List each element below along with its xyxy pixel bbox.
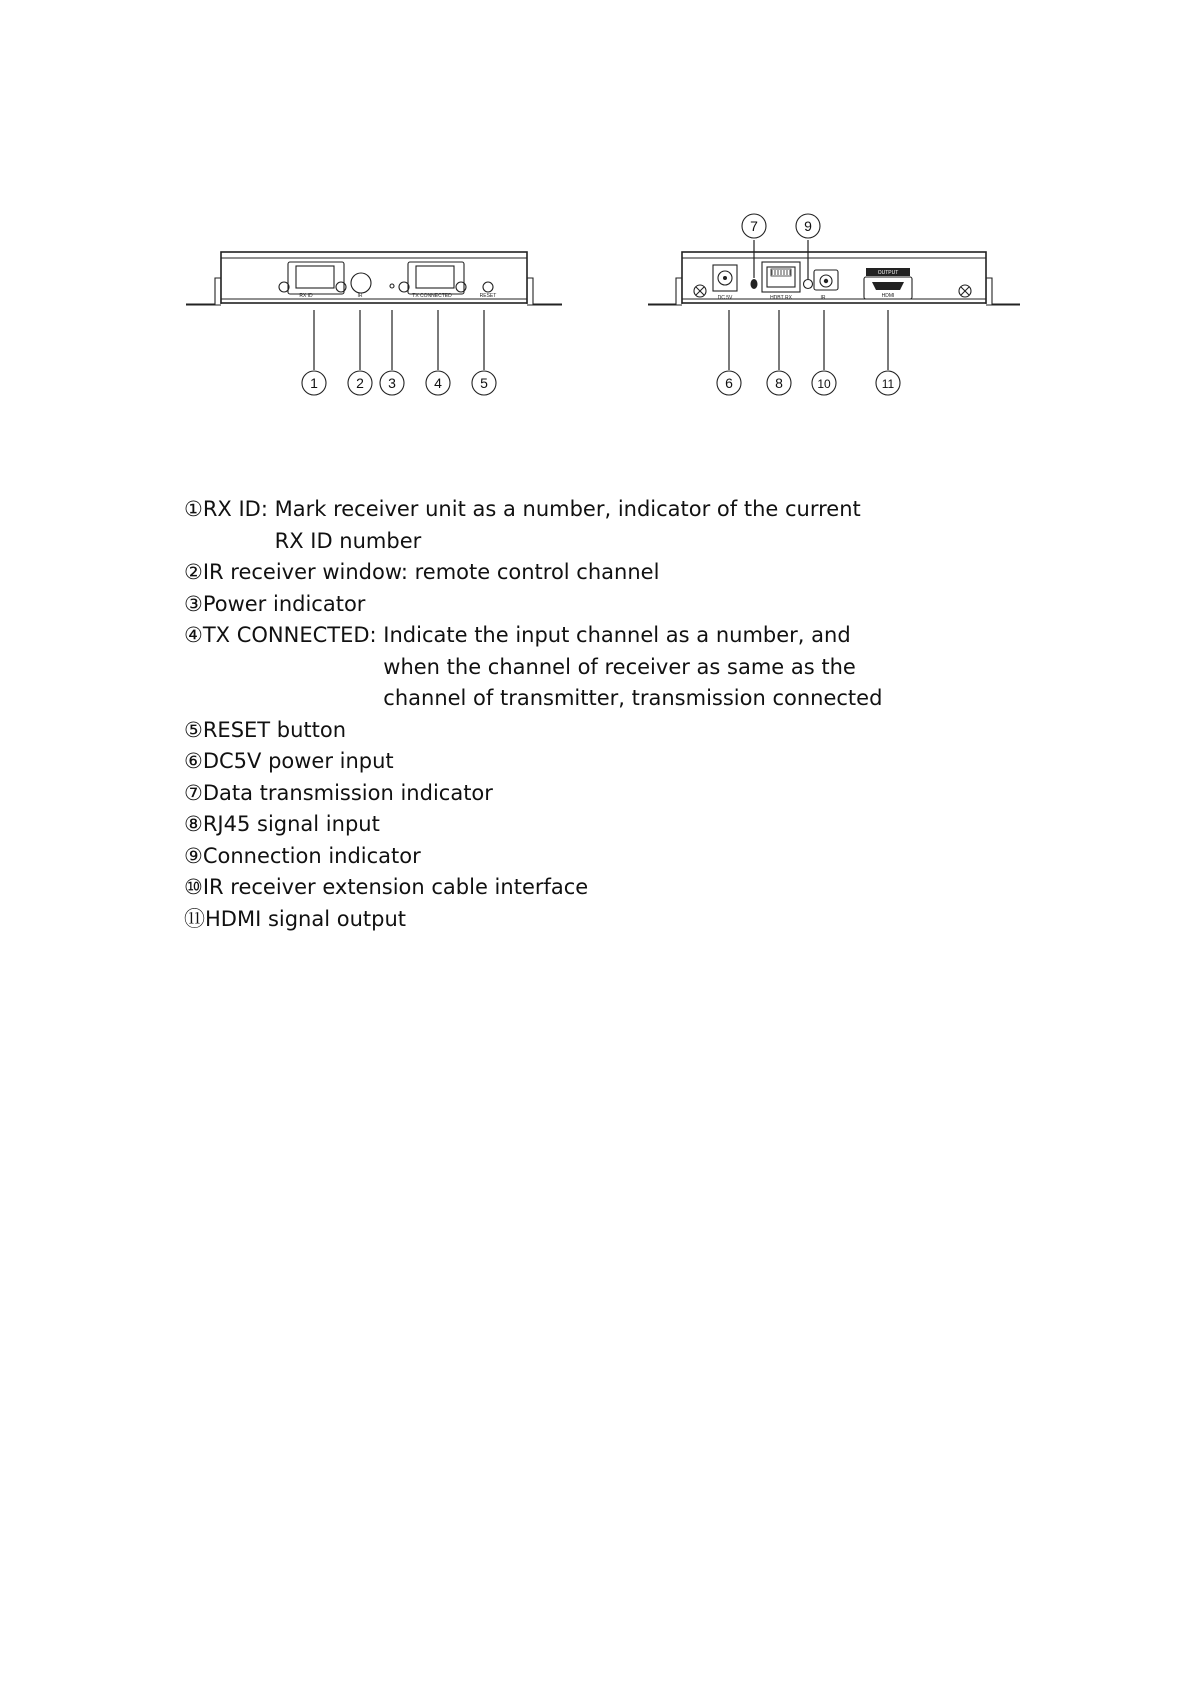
svg-text:4: 4 (434, 375, 442, 391)
callout-3 (380, 371, 404, 395)
reset-label: RESET (479, 293, 497, 299)
legend-item (184, 778, 1084, 810)
legend-marker: ⑨ (184, 843, 203, 868)
svg-text:OUTPUT: OUTPUT (877, 270, 899, 276)
legend-marker: ⑩ (184, 875, 203, 899)
legend-marker: ② (184, 560, 203, 584)
legend-item (184, 746, 1084, 778)
legend-marker: ③ (184, 591, 203, 616)
svg-text:HDBT RX: HDBT RX (770, 295, 792, 301)
callout-4 (426, 371, 450, 395)
svg-text:9: 9 (804, 218, 812, 234)
data-transmission-led (751, 279, 758, 289)
legend-line: Mark receiver unit as a number, indicator of the current (274, 497, 861, 521)
svg-text:1: 1 (310, 375, 318, 391)
legend-marker: ⑪ (184, 906, 205, 931)
svg-text:8: 8 (775, 375, 783, 391)
svg-text:DC 5V: DC 5V (717, 295, 733, 301)
legend-item (184, 809, 1084, 841)
callout-5 (472, 371, 496, 395)
rx-id-label: RX ID (299, 293, 313, 299)
legend-term: DC5V power input (202, 749, 394, 773)
legend-term: RX ID: (202, 497, 275, 521)
legend-term: RJ45 signal input (202, 812, 380, 836)
callout-2 (348, 371, 372, 395)
svg-text:3: 3 (388, 375, 396, 391)
legend-list (184, 494, 1084, 935)
legend-line: channel of transmitter, transmission connected (383, 686, 883, 710)
legend-term: TX CONNECTED: (202, 623, 384, 647)
legend-item (184, 494, 1084, 557)
legend-line: when the channel of receiver as same as the (383, 654, 856, 679)
callout-9 (796, 214, 820, 238)
callout-11 (876, 371, 900, 395)
svg-text:IR: IR (820, 295, 826, 301)
legend-marker: ⑧ (184, 812, 203, 836)
callout-6 (717, 371, 741, 395)
legend-marker: ④ (184, 623, 203, 647)
device-panel-diagram (0, 0, 1192, 420)
legend-term: Data transmission indicator (202, 780, 493, 805)
legend-line: RX ID number (274, 528, 422, 553)
legend-term: IR receiver extension cable interface (202, 875, 589, 899)
rear-callouts (717, 214, 900, 395)
callout-7 (742, 214, 766, 238)
callout-8 (767, 371, 791, 395)
legend-item (184, 557, 1084, 589)
legend-item (184, 589, 1084, 621)
svg-text:11: 11 (881, 377, 895, 391)
svg-text:HDMI: HDMI (881, 293, 895, 299)
legend-term: Connection indicator (202, 843, 421, 868)
legend-item (184, 904, 1084, 936)
legend-marker: ⑦ (184, 780, 203, 805)
legend-line: Indicate the input channel as a number, and (383, 623, 851, 647)
svg-text:2: 2 (356, 375, 364, 391)
legend-item (184, 872, 1084, 904)
svg-text:5: 5 (480, 375, 488, 391)
legend-term: RESET button (202, 717, 347, 742)
legend-marker: ① (184, 497, 203, 521)
legend-term: HDMI signal output (205, 906, 407, 931)
legend-item (184, 715, 1084, 747)
legend-term: Power indicator (202, 591, 366, 616)
rear-panel (648, 252, 1020, 305)
legend-item (184, 620, 1084, 715)
ir-label: IR (357, 293, 363, 299)
legend-term: IR receiver window: remote control channel (202, 560, 660, 584)
svg-text:10: 10 (817, 377, 831, 391)
legend-marker: ⑤ (184, 717, 203, 742)
tx-connected-label: TX CONNECTED (412, 293, 452, 299)
legend-item (184, 841, 1084, 873)
callout-1 (302, 371, 326, 395)
svg-text:7: 7 (750, 218, 758, 234)
legend-marker: ⑥ (184, 749, 203, 773)
front-panel (186, 252, 562, 305)
svg-text:6: 6 (725, 375, 733, 391)
callout-10 (812, 371, 836, 395)
front-callouts (302, 310, 496, 395)
